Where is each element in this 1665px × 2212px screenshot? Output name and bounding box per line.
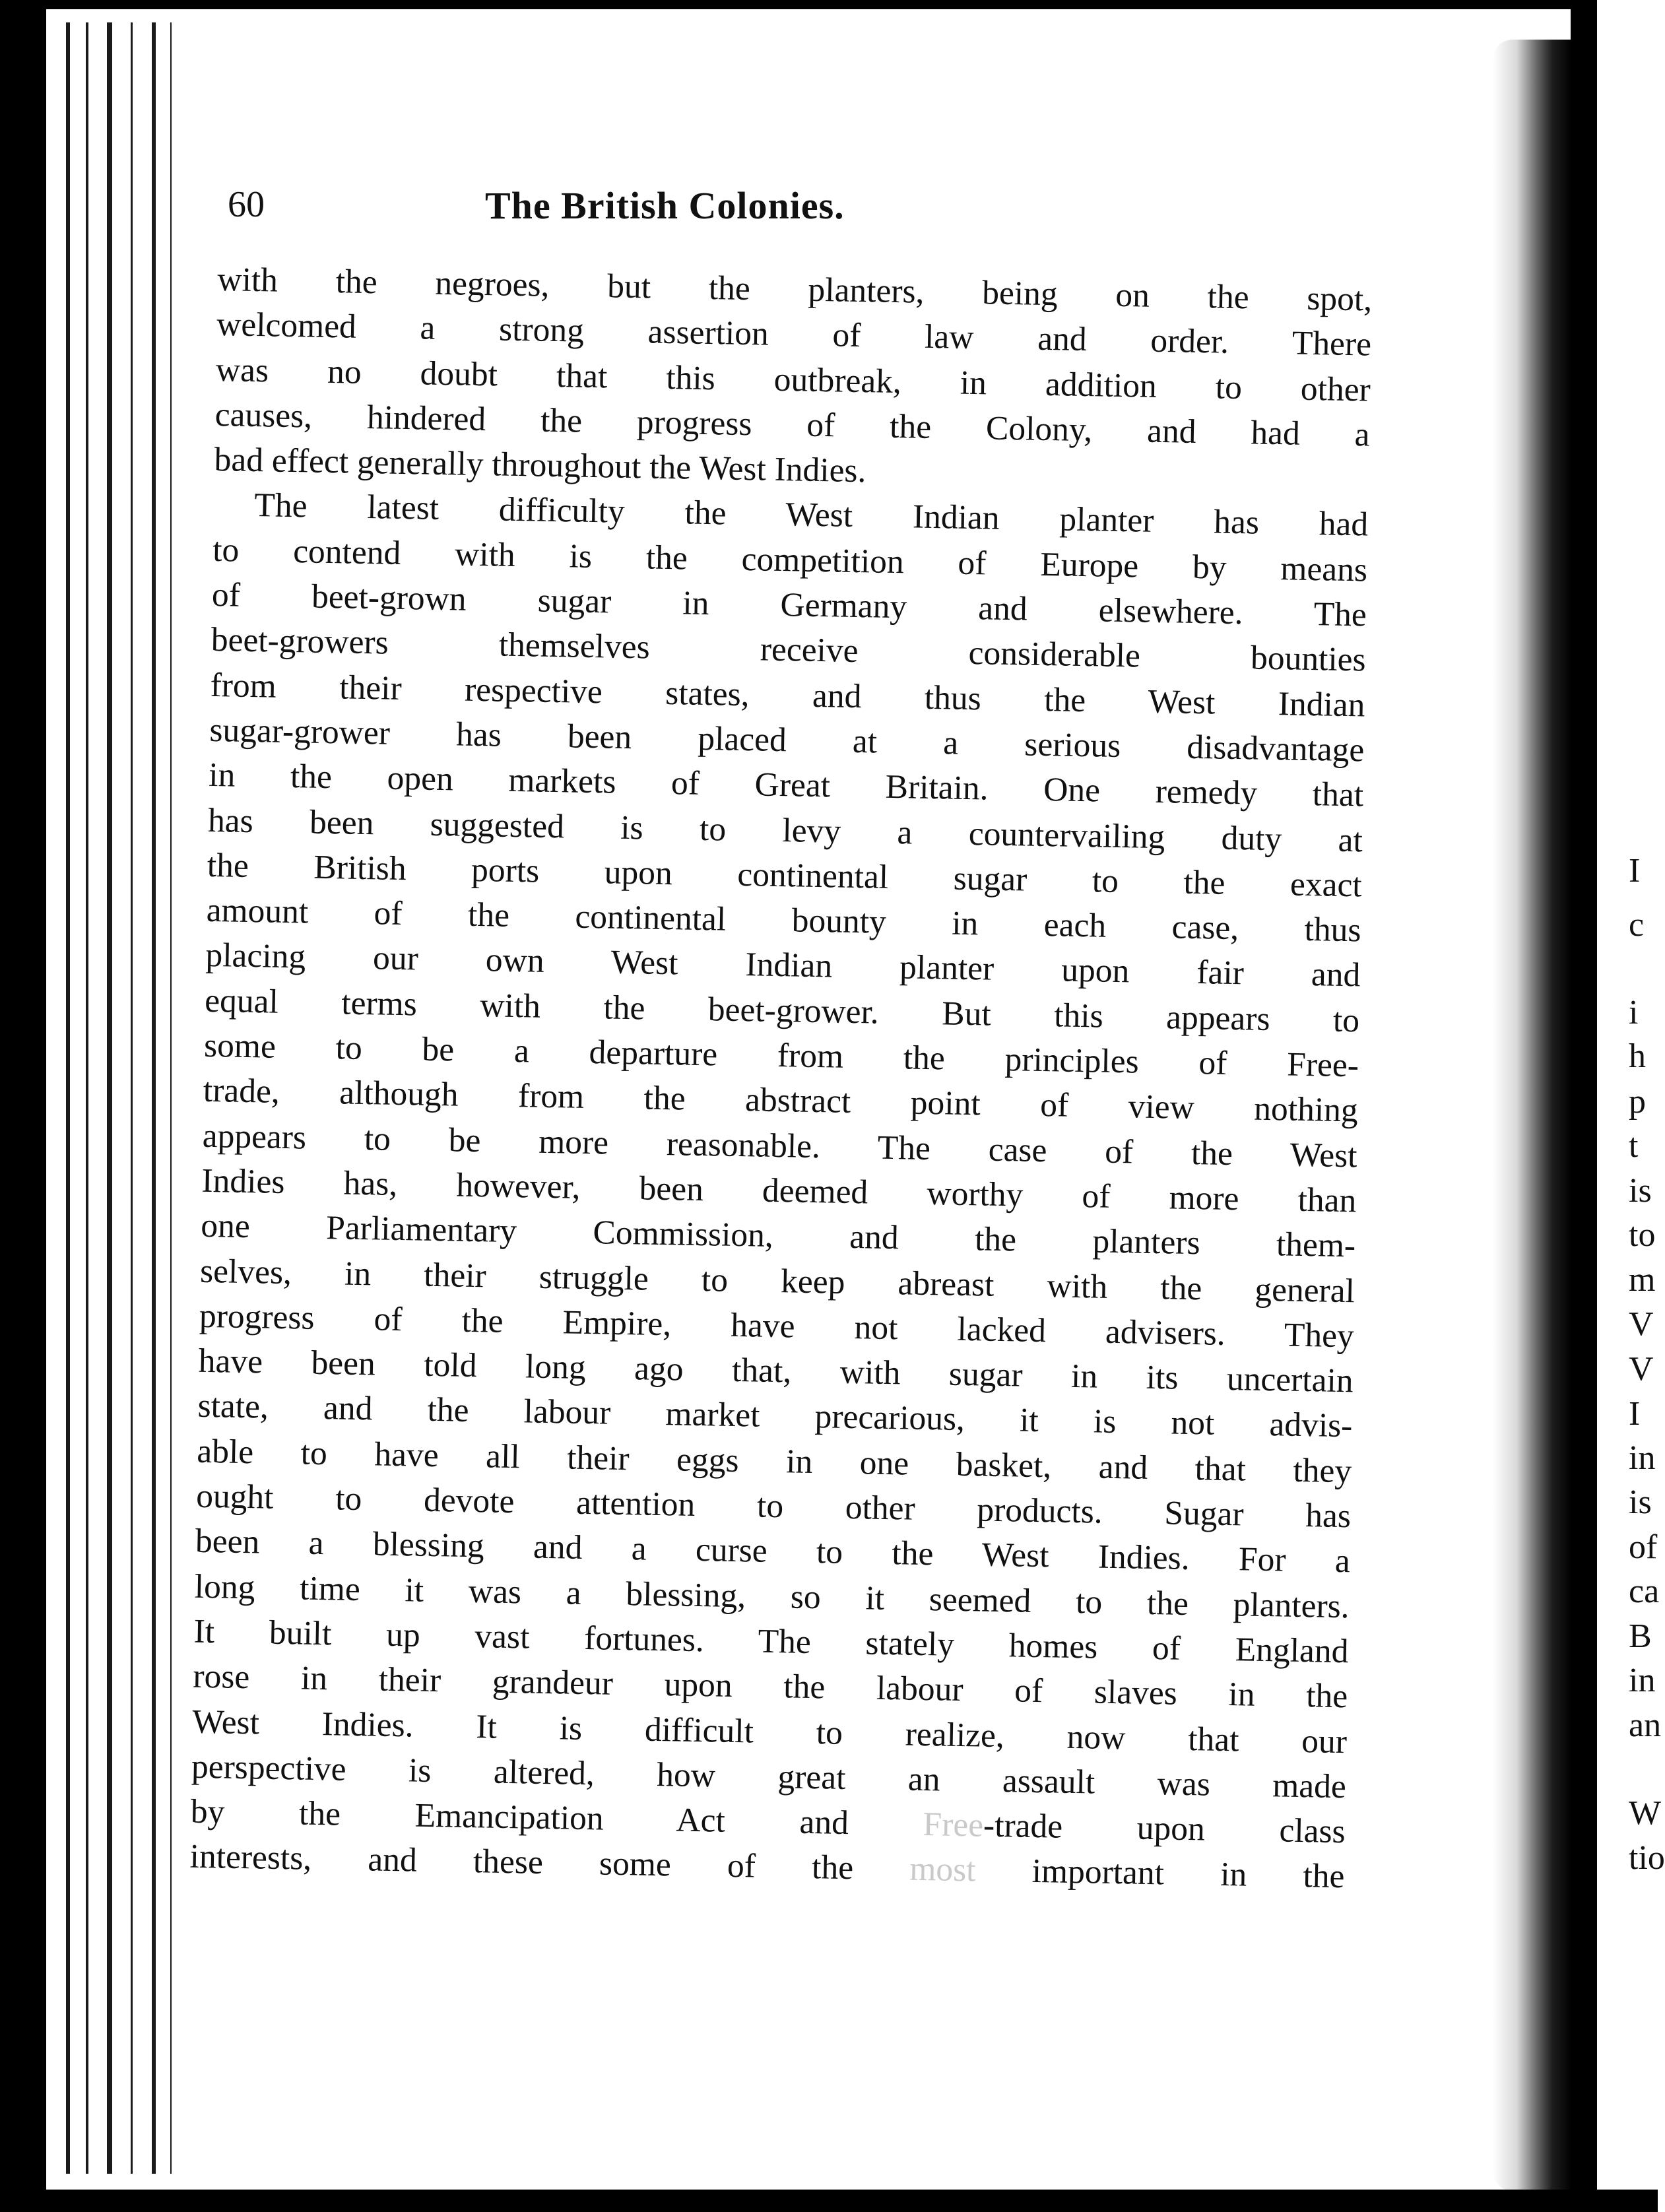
facing-page-fragment: ca xyxy=(1629,1573,1660,1610)
facing-page-fragment: B xyxy=(1629,1617,1652,1655)
text-line: the British ports upon continental sugar to the exact xyxy=(207,846,1363,905)
text-line: equal terms with the beet-grower. But this appears to xyxy=(204,981,1360,1040)
text-line: appears to be more reasonable. The case of the West xyxy=(202,1117,1357,1175)
facing-page-fragment: h xyxy=(1629,1037,1646,1075)
text-run: -trade upon class xyxy=(983,1806,1346,1851)
text-line: been a blessing and a curse to the West Indies. For a xyxy=(195,1522,1351,1580)
text-line: ought to devote attention to other products. Sugar has xyxy=(195,1477,1352,1536)
scan-border-left xyxy=(0,0,46,2212)
facing-page-fragment: W xyxy=(1629,1794,1662,1832)
text-line: rose in their grandeur upon the labour of slaves in the xyxy=(192,1657,1348,1716)
scan-border-top xyxy=(0,0,1658,9)
faded-text-run: Free xyxy=(923,1805,984,1844)
text-line: state, and the labour market precarious, it is not advis- xyxy=(197,1387,1353,1445)
facing-page-fragment: in xyxy=(1629,1439,1656,1477)
facing-page-fragment: is xyxy=(1629,1483,1652,1521)
text-line: amount of the continental bounty in each case, thus xyxy=(206,892,1361,950)
facing-page-fragment: t xyxy=(1629,1127,1639,1165)
text-line: some to be a departure from the principles of Free- xyxy=(203,1026,1359,1085)
text-line: welcomed a strong assertion of law and order. There xyxy=(216,306,1372,364)
text-line: causes, hindered the progress of the Colony, and had a xyxy=(214,395,1371,454)
facing-page-fragment: tio xyxy=(1629,1839,1665,1877)
facing-page-fragment: i xyxy=(1629,994,1639,1031)
page-edges-stack xyxy=(46,9,178,2187)
text-line: It built up vast fortunes. The stately homes of England xyxy=(193,1612,1349,1671)
facing-page-fragment: an xyxy=(1629,1707,1662,1744)
text-line: selves, in their struggle to keep abreast with the general xyxy=(199,1252,1355,1310)
text-line: in the open markets of Great Britain. One remedy that xyxy=(208,756,1364,814)
facing-page-fragment: to xyxy=(1629,1216,1656,1254)
text-line: from their respective states, and thus the West Indian xyxy=(210,666,1365,725)
text-line: placing our own West Indian planter upon fair and xyxy=(205,936,1361,994)
text-line: long time it was a blessing, so it seemed to the planters. xyxy=(194,1567,1350,1625)
text-line: perspective is altered, how great an assault was made xyxy=(191,1747,1347,1805)
text-line: trade, although from the abstract point of view nothing xyxy=(203,1072,1359,1130)
text-line: one Parliamentary Commission, and the planters them- xyxy=(200,1207,1356,1265)
page-edge xyxy=(107,22,112,2174)
facing-page-fragment: V xyxy=(1629,1350,1654,1388)
text-run: important in the xyxy=(975,1851,1345,1896)
text-line: has been suggested is to levy a countervailing duty at xyxy=(207,801,1363,859)
faded-text-run: most xyxy=(909,1850,976,1889)
running-title: The British Colonies. xyxy=(485,184,845,227)
text-line: was no doubt that this outbreak, in addition to other xyxy=(215,350,1371,409)
facing-page-fragment: in xyxy=(1629,1662,1656,1699)
body-text xyxy=(189,257,1373,1900)
facing-page-fragment: V xyxy=(1629,1305,1654,1343)
facing-page-fragment: of xyxy=(1629,1528,1658,1566)
text-run: by the Emancipation Act and xyxy=(190,1792,924,1844)
text-line: sugar-grower has been placed at a serious disadvantage xyxy=(209,711,1365,769)
page-edge xyxy=(170,22,172,2174)
text-line: able to have all their eggs in one basket, and that they xyxy=(196,1432,1352,1490)
text-line: Indies has, however, been deemed worthy of more than xyxy=(201,1161,1357,1220)
text-line: West Indies. It is difficult to realize, now that our xyxy=(191,1703,1348,1761)
text-run: interests, and these some of the xyxy=(189,1838,910,1889)
text-line: with the negroes, but the planters, being on the spot, xyxy=(216,260,1373,319)
page-edge xyxy=(66,22,70,2174)
page-number: 60 xyxy=(228,184,265,225)
facing-page-fragment: p xyxy=(1629,1083,1646,1121)
text-line: of beet-grown sugar in Germany and elsewhere. The xyxy=(211,576,1367,634)
running-head xyxy=(228,183,1119,243)
page-gutter-shadow xyxy=(1493,40,1572,2191)
page-edge xyxy=(86,22,88,2174)
text-line: have been told long ago that, with sugar in its uncertain xyxy=(198,1342,1354,1400)
facing-page-fragment: m xyxy=(1629,1261,1656,1299)
facing-page-fragment: I xyxy=(1629,1395,1641,1433)
page-edge xyxy=(152,22,156,2174)
facing-page-fragment: c xyxy=(1629,906,1645,944)
scan-border-bottom xyxy=(0,2190,1658,2212)
facing-page-fragment: is xyxy=(1629,1172,1652,1210)
text-line: The latest difficulty the West Indian planter has had xyxy=(253,486,1369,544)
text-line: bad effect generally throughout the West Indies. xyxy=(214,441,866,490)
text-line: beet-growers themselves receive considerable bounties xyxy=(211,621,1367,679)
facing-page-fragment: I xyxy=(1629,852,1641,890)
text-line: progress of the Empire, have not lacked advisers. They xyxy=(199,1297,1355,1355)
page-edge xyxy=(131,22,133,2174)
text-line: to contend with is the competition of Europe by means xyxy=(212,531,1368,589)
